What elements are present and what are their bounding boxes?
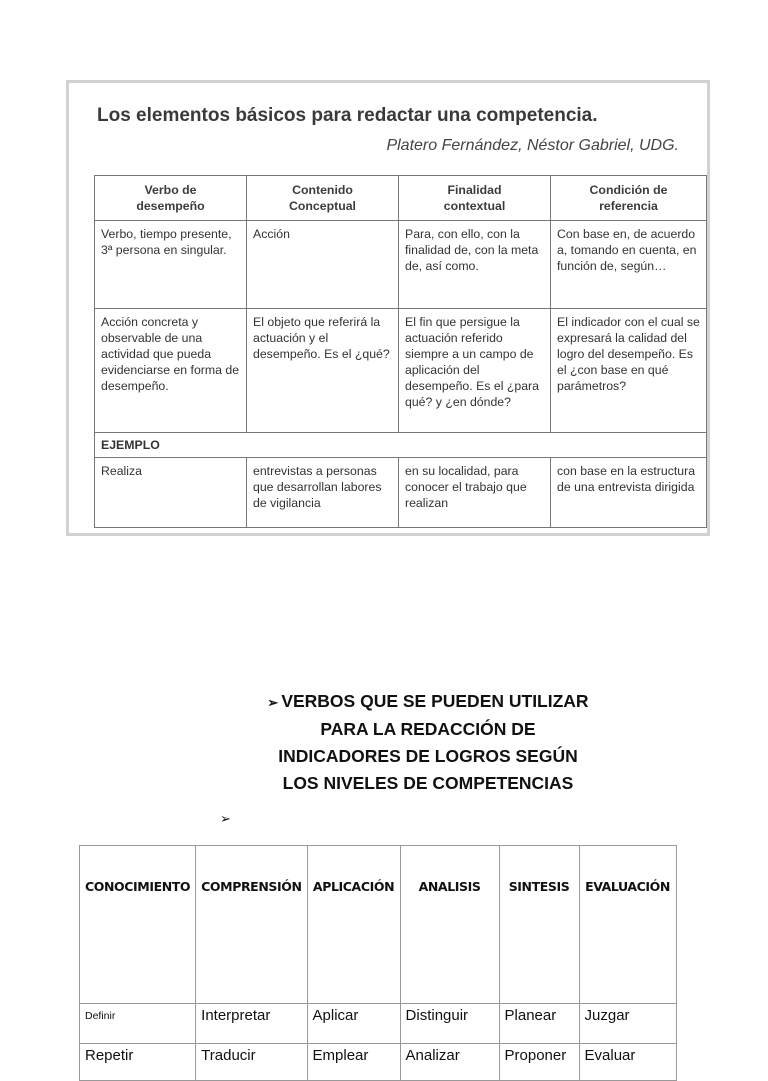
table-cell: Traducir: [196, 1044, 307, 1081]
section-heading: [228, 688, 628, 797]
table-cell: Definir: [80, 1004, 196, 1044]
header-verbo: Verbo de desempeño: [95, 176, 247, 221]
table-row: [95, 458, 707, 528]
table-cell: Acción concreta y observable de una actividad que pueda evidenciarse en forma de desempeño.: [95, 309, 247, 433]
heading-line: INDICADORES DE LOGROS SEGÚN: [278, 746, 578, 766]
header-contenido: Contenido Conceptual: [247, 176, 399, 221]
table-cell: El objeto que referirá la actuación y el desempeño. Es el ¿qué?: [247, 309, 399, 433]
heading-line: PARA LA REDACCIÓN DE: [320, 719, 536, 739]
arrow-bullet-icon: ➢: [220, 811, 231, 826]
table-cell: Acción: [247, 221, 399, 309]
table-cell: con base en la estructura de una entrevista dirigida: [551, 458, 707, 528]
table-cell: Repetir: [80, 1044, 196, 1081]
table-row: [95, 309, 707, 433]
table-header-row: [95, 176, 707, 221]
table-cell: Con base en, de acuerdo a, tomando en cuenta, en función de, según…: [551, 221, 707, 309]
heading-line: ➢ VERBOS QUE SE PUEDEN UTILIZAR: [267, 691, 589, 711]
table-cell: El fin que persigue la actuación referido siempre a un campo de aplicación del desempeño. Es el ¿para qué? y ¿en dónde?: [399, 309, 551, 433]
table-cell: entrevistas a personas que desarrollan labores de vigilancia: [247, 458, 399, 528]
table-cell: Evaluar: [579, 1044, 676, 1081]
table-cell: Analizar: [400, 1044, 499, 1081]
table-cell: Emplear: [307, 1044, 400, 1081]
table-cell: Aplicar: [307, 1004, 400, 1044]
table-cell: Distinguir: [400, 1004, 499, 1044]
arrow-bullet-icon: ➢: [267, 695, 279, 710]
table-cell: Realiza: [95, 458, 247, 528]
figure-author: Platero Fernández, Néstor Gabriel, UDG.: [386, 137, 679, 154]
example-label: EJEMPLO: [95, 433, 707, 458]
table-cell: Juzgar: [579, 1004, 676, 1044]
competency-table: [94, 175, 707, 528]
header-analisis: ANALISIS: [400, 846, 499, 1004]
header-conocimiento: CONOCIMIENTO: [80, 846, 196, 1004]
header-evaluacion: EVALUACIÓN: [579, 846, 676, 1004]
table-cell: El indicador con el cual se expresará la calidad del logro del desempeño. Es el ¿con base en qué parámetros?: [551, 309, 707, 433]
example-label-row: [95, 433, 707, 458]
table-cell: Para, con ello, con la finalidad de, con la meta de, así como.: [399, 221, 551, 309]
table-row: [95, 221, 707, 309]
table-cell: Verbo, tiempo presente, 3ª persona en singular.: [95, 221, 247, 309]
heading-line: LOS NIVELES DE COMPETENCIAS: [282, 773, 574, 793]
table-cell: Interpretar: [196, 1004, 307, 1044]
table-cell: Planear: [499, 1004, 579, 1044]
table-row: [80, 1044, 677, 1081]
header-sintesis: SINTESIS: [499, 846, 579, 1004]
header-condicion: Condición de referencia: [551, 176, 707, 221]
figure-title: Los elementos básicos para redactar una competencia.: [97, 105, 598, 126]
verbs-header-row: [80, 846, 677, 1004]
table-cell: Proponer: [499, 1044, 579, 1081]
competency-figure: [66, 80, 710, 536]
header-finalidad: Finalidad contextual: [399, 176, 551, 221]
table-cell: en su localidad, para conocer el trabajo que realizan: [399, 458, 551, 528]
verbs-table: [79, 845, 677, 1081]
header-comprension: COMPRENSIÓN: [196, 846, 307, 1004]
header-aplicacion: APLICACIÓN: [307, 846, 400, 1004]
